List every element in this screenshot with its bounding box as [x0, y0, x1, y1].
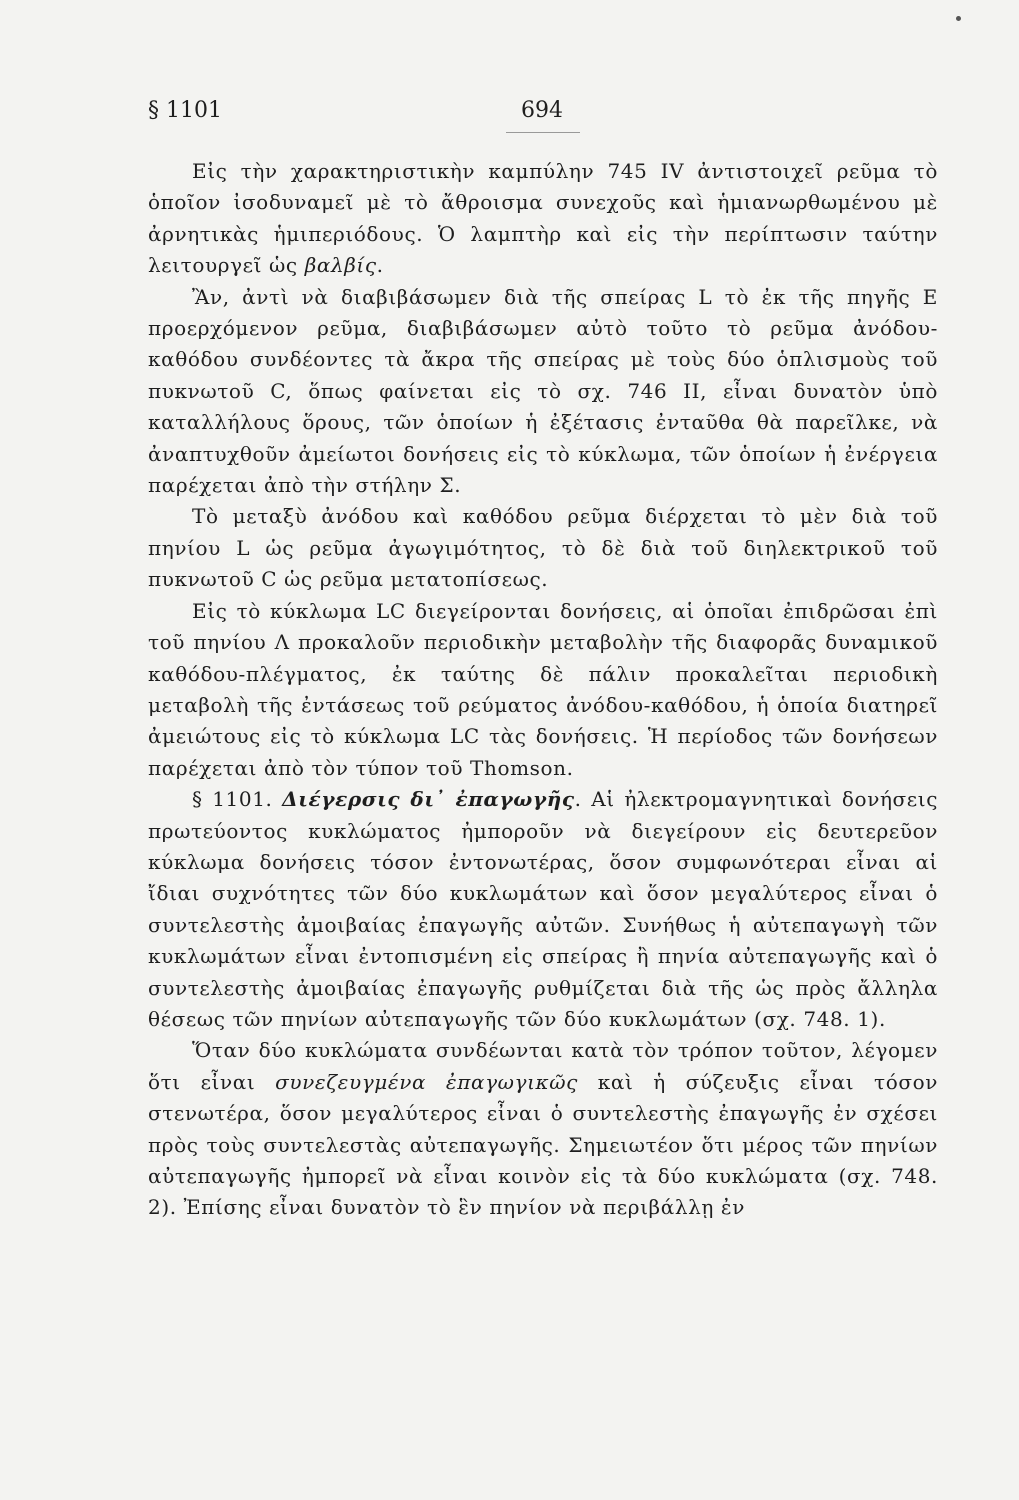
paragraph-6: Ὅταν δύο κυκλώματα συνδέωνται κατὰ τὸν τρόπον τοῦτον, λέγομεν ὅτι εἶναι συνεζευγμένα ἐπαγωγικῶς καὶ ἡ σύζευξις εἶναι τόσον στενωτέρα, ὅσον μεγαλύτερος εἶναι ὁ συντελεστὴς ἐπαγωγῆς ἐν σχέσει πρὸς τοὺς συντελεστὰς αὐτεπαγωγῆς. Σημειωτέον ὅτι μέρος τῶν πηνίων αὐτεπαγωγῆς ἠμπορεῖ νὰ εἶναι κοινὸν εἰς τὰ δύο κυκλώματα (σχ. 748. 2). Ἐπίσης εἶναι δυνατὸν τὸ ἓν πηνίον νὰ περιβάλλῃ ἐν	[148, 1038, 938, 1220]
section-number: § 1101.	[192, 787, 283, 812]
body-text	[148, 156, 938, 1224]
section-1101-paragraph: § 1101. Διέγερσις δι᾽ ἐπαγωγῆς. Αἱ ἠλεκτρομαγνητικαὶ δονήσεις πρωτεύοντος κυκλώματος ἠμποροῦν νὰ διεγείρουν εἰς δευτερεῦον κύκλωμα δονήσεις τόσον ἐντονωτέρας, ὅσον συμφωνότεραι εἶναι αἱ ἴδιαι συχνότητες τῶν δύο κυκλωμάτων καὶ ὅσον μεγαλύτερος εἶναι ὁ συντελεστὴς ἀμοιβαίας ἐπαγωγῆς αὐτῶν. Συνήθως ἡ αὐτεπαγωγὴ τῶν κυκλωμάτων εἶναι ἐντοπισμένη εἰς σπείρας ἢ πηνία αὐτεπαγωγῆς καὶ ὁ συντελεστὴς ἀμοιβαίας ἐπαγωγῆς ρυθμίζεται διὰ τῆς ὡς πρὸς ἄλληλα θέσεως τῶν πηνίων αὐτεπαγωγῆς τῶν δύο κυκλωμάτων (σχ. 748. 1).	[148, 787, 938, 1031]
paragraph-4: Εἰς τὸ κύκλωμα LC διεγείρονται δονήσεις, αἱ ὁποῖαι ἐπιδρῶσαι ἐπὶ τοῦ πηνίου Λ προκαλοῦν περιοδικὴν μεταβολὴν τῆς διαφορᾶς δυναμικοῦ καθόδου-πλέγματος, ἐκ ταύτης δὲ πάλιν προκαλεῖται περιοδικὴ μεταβολὴ τῆς ἐντάσεως τοῦ ρεύματος ἀνόδου-καθόδου, ἡ ὁποία διατηρεῖ ἀμειώτους εἰς τὸ κύκλωμα LC τὰς δονήσεις. Ἡ περίοδος τῶν δονήσεων παρέχεται ἀπὸ τὸν τύπον τοῦ Thomson.	[148, 598, 938, 780]
running-head	[148, 98, 938, 138]
paragraph-3: Τὸ μεταξὺ ἀνόδου καὶ καθόδου ρεῦμα διέρχεται τὸ μὲν διὰ τοῦ πηνίου L ὡς ρεῦμα ἀγωγιμότητος, τὸ δὲ διὰ τοῦ διηλεκτρικοῦ τοῦ πυκνωτοῦ C ὡς ρεῦμα μετατοπίσεως.	[148, 504, 938, 592]
emphasis-valve: βαλβίς	[304, 253, 377, 278]
print-speck	[956, 16, 961, 21]
page-number: 694	[521, 98, 563, 123]
header-rule	[506, 132, 580, 133]
paragraph-2: Ἂν, ἀντὶ νὰ διαβιβάσωμεν διὰ τῆς σπείρας L τὸ ἐκ τῆς πηγῆς E προερχόμενον ρεῦμα, διαβιβάσωμεν αὐτὸ τοῦτο τὸ ρεῦμα ἀνόδου-καθόδου συνδέοντες τὰ ἄκρα τῆς σπείρας μὲ τοὺς δύο ὁπλισμοὺς τοῦ πυκνωτοῦ C, ὅπως φαίνεται εἰς τὸ σχ. 746 II, εἶναι δυνατὸν ὑπὸ καταλλήλους ὅρους, τῶν ὁποίων ἡ ἐξέτασις ἐνταῦθα θὰ παρεῖλκε, νὰ ἀναπτυχθοῦν ἀμείωτοι δονήσεις εἰς τὸ κύκλωμα, τῶν ὁποίων ἡ ἐνέργεια παρέχεται ἀπὸ τὴν στήλην Σ.	[148, 284, 938, 498]
section-title: Διέγερσις δι᾽ ἐπαγωγῆς	[282, 787, 575, 812]
emphasis-coupled: συνεζευγμένα ἐπαγωγικῶς	[275, 1069, 578, 1094]
paragraph-1: Εἰς τὴν χαρακτηριστικὴν καμπύλην 745 IV ἀντιστοιχεῖ ρεῦμα τὸ ὁποῖον ἰσοδυναμεῖ μὲ τὸ ἄθροισμα συνεχοῦς καὶ ἡμιανωρθωμένου μὲ ἀρνητικὰς ἡμιπεριόδους. Ὁ λαμπτὴρ καὶ εἰς τὴν περίπτωσιν ταύτην λειτουργεῖ ὡς βαλβίς.	[148, 159, 938, 278]
section-reference: § 1101	[148, 98, 222, 123]
